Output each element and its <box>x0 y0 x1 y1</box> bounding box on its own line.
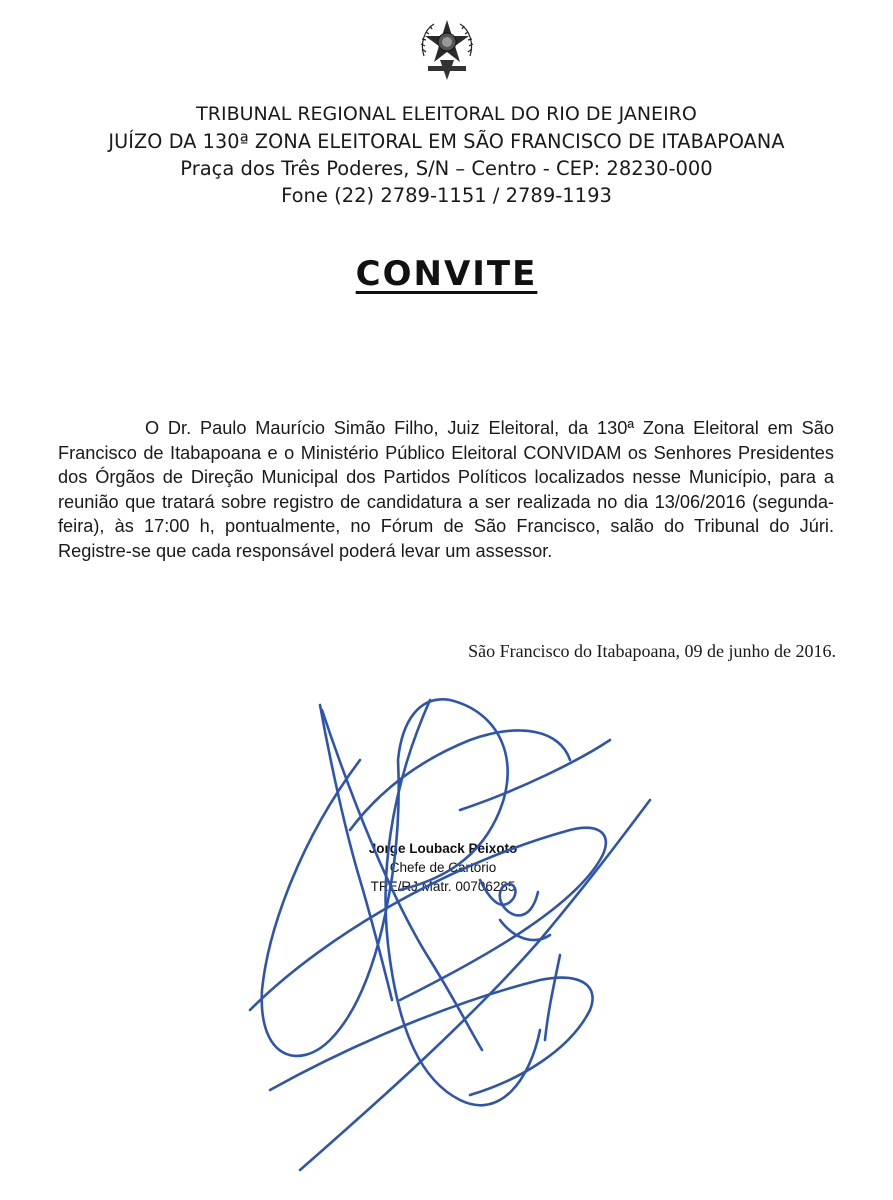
invitation-body: O Dr. Paulo Maurício Simão Filho, Juiz Eleitoral, da 130ª Zona Eleitoral em São Francisco de Itabapoana e o Ministério Público Eleitoral CONVIDAM os Senhores Presidentes dos Órgãos de Direção Municipal dos Partidos Políticos localizados nesse Município, para a reunião que tratará sobre registro de candidatura a ser realizada no dia 13/06/2016 (segunda-feira), às 17:00 h, pontualmente, no Fórum de São Francisco, salão do Tribunal do Júri. Registre-se que cada responsável poderá levar um assessor. <box>58 418 834 561</box>
signer-registration: TRE/RJ Matr. 00706285 <box>370 879 516 894</box>
brazil-coat-of-arms-icon <box>418 16 476 84</box>
letterhead <box>0 101 893 209</box>
signer-name: Jorge Louback Peixoto <box>368 841 518 856</box>
address: Praça dos Três Poderes, S/N – Centro - CEP: 28230-000 <box>180 157 713 180</box>
signer-block <box>298 839 588 896</box>
phone: Fone (22) 2789-1151 / 2789-1193 <box>281 184 612 207</box>
electoral-zone: JUÍZO DA 130ª ZONA ELEITORAL EM SÃO FRANCISCO DE ITABAPOANA <box>108 130 785 153</box>
signer-role: Chefe de Cartório <box>389 860 497 875</box>
court-name: TRIBUNAL REGIONAL ELEITORAL DO RIO DE JANEIRO <box>196 103 697 125</box>
document-title <box>0 254 893 294</box>
date-line: São Francisco do Itabapoana, 09 de junho de 2016. <box>468 641 836 661</box>
title-text: CONVITE <box>355 254 538 294</box>
